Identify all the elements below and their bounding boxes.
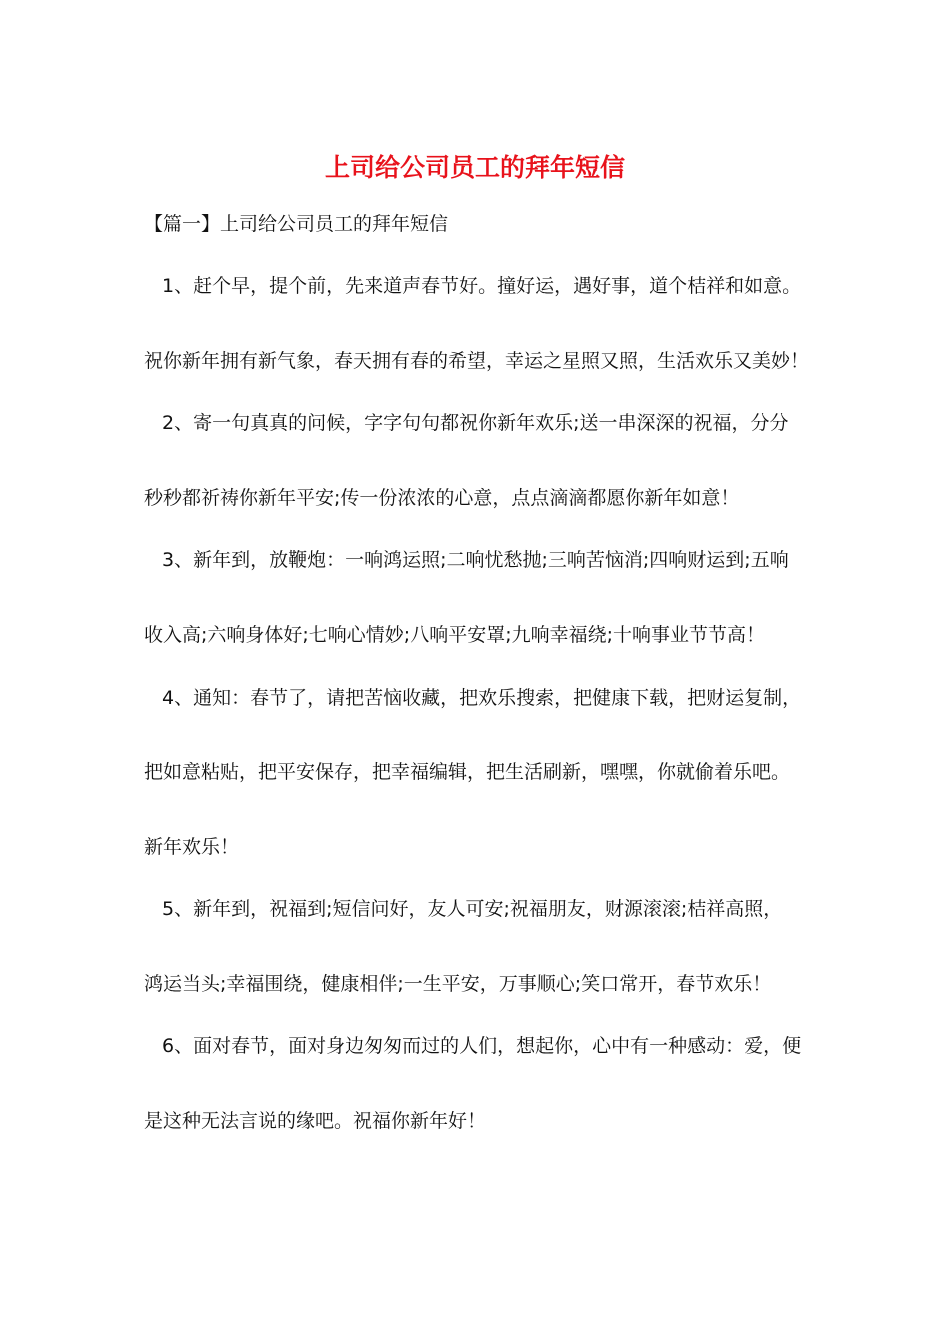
paragraph-line: 6、面对春节，面对身边匆匆而过的人们，想起你，心中有一种感动：爱，便 [162,1035,802,1057]
document-title: 上司给公司员工的拜年短信 [324,153,625,182]
paragraph-line: 祝你新年拥有新气象，春天拥有春的希望，幸运之星照又照，生活欢乐又美妙！ [144,350,810,372]
paragraph-line: 1、赶个早，提个前，先来道声春节好。撞好运，遇好事，道个桔祥和如意。 [162,275,802,297]
paragraph-line: 新年欢乐！ [144,836,240,858]
paragraph-line: 收入高;六响身体好;七响心情妙;八响平安罩;九响幸福绕;十响事业节节高！ [144,624,766,646]
section-heading: 【篇一】上司给公司员工的拜年短信 [144,213,449,235]
paragraph-line: 4、通知：春节了，请把苦恼收藏，把欢乐搜索，把健康下载，把财运复制， [162,687,802,709]
paragraph-line: 鸿运当头;幸福围绕，健康相伴;一生平安，万事顺心;笑口常开，春节欢乐！ [144,973,772,995]
paragraph-line: 是这种无法言说的缘吧。祝福你新年好！ [144,1110,487,1132]
paragraph-line: 2、寄一句真真的问候，字字句句都祝你新年欢乐;送一串深深的祝福，分分 [162,412,789,434]
paragraph-line: 秒秒都祈祷你新年平安;传一份浓浓的心意，点点滴滴都愿你新年如意！ [144,487,740,509]
paragraph-line: 把如意粘贴，把平安保存，把幸福编辑，把生活刷新，嘿嘿，你就偷着乐吧。 [144,761,791,783]
paragraph-line: 5、新年到，祝福到;短信问好，友人可安;祝福朋友，财源滚滚;桔祥高照， [162,898,783,920]
paragraph-line: 3、新年到，放鞭炮：一响鸿运照;二响忧愁抛;三响苦恼消;四响财运到;五响 [162,549,789,571]
